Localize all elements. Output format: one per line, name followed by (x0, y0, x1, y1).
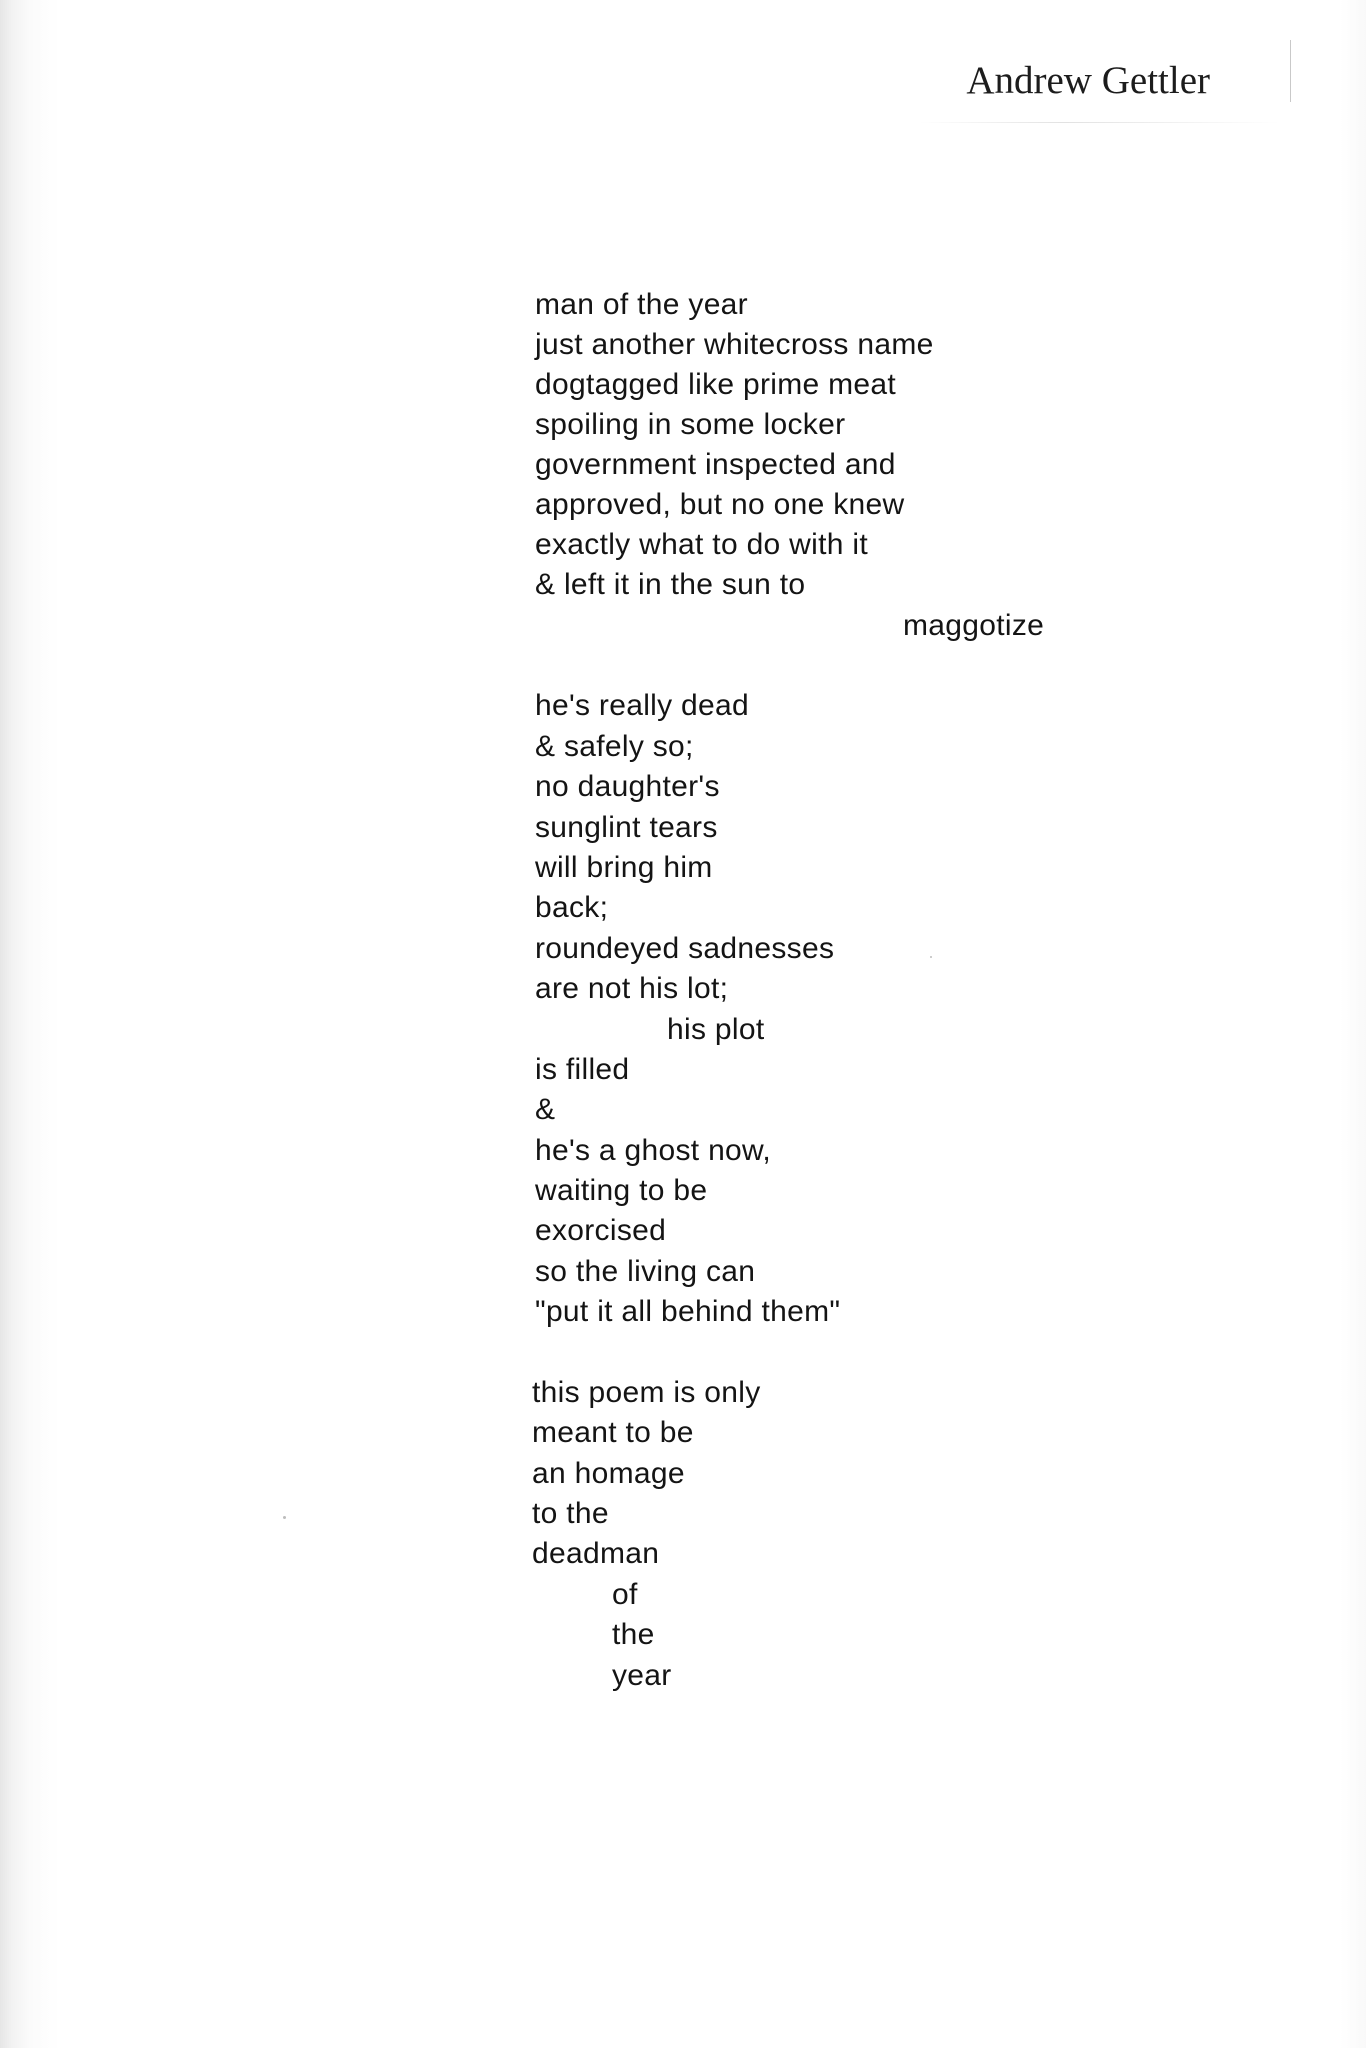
poem-line: back; (535, 891, 609, 924)
poem-line: are not his lot; (535, 972, 729, 1005)
poem-line: deadman (532, 1537, 660, 1570)
poem-line: "put it all behind them" (535, 1295, 841, 1328)
poem-line: so the living can (535, 1255, 756, 1288)
poem-line: & (535, 1093, 556, 1126)
poem-line: maggotize (903, 609, 1045, 642)
poem-line: to the (532, 1497, 609, 1530)
poem-line: approved, but no one knew (535, 488, 905, 521)
poem-line: sunglint tears (535, 811, 718, 844)
poem-line: he's a ghost now, (535, 1134, 771, 1167)
poem-line: year (612, 1659, 672, 1692)
poem-line: just another whitecross name (535, 328, 934, 361)
poem-line: this poem is only (532, 1376, 761, 1409)
poem-line: dogtagged like prime meat (535, 368, 897, 401)
poem-line: will bring him (535, 851, 713, 884)
poem-line: his plot (667, 1013, 765, 1046)
poem-line: the (612, 1618, 655, 1651)
poem-line: government inspected and (535, 448, 896, 481)
poem-line: & left it in the sun to (535, 568, 806, 601)
poem-line: spoiling in some locker (535, 408, 846, 441)
poem-line: & safely so; (535, 730, 694, 763)
poem-line: waiting to be (535, 1174, 708, 1207)
poem-line: man of the year (535, 288, 748, 321)
poem-line: meant to be (532, 1416, 694, 1449)
poem-line: of (612, 1578, 638, 1611)
poem-line: he's really dead (535, 689, 749, 722)
poem-line: exorcised (535, 1214, 667, 1247)
poem-line: an homage (532, 1457, 685, 1490)
author-name: Andrew Gettler (966, 59, 1210, 102)
poem-line: is filled (535, 1053, 630, 1086)
poem-line: exactly what to do with it (535, 528, 868, 561)
poem-line: no daughter's (535, 770, 720, 803)
poem-line: roundeyed sadnesses (535, 932, 835, 965)
